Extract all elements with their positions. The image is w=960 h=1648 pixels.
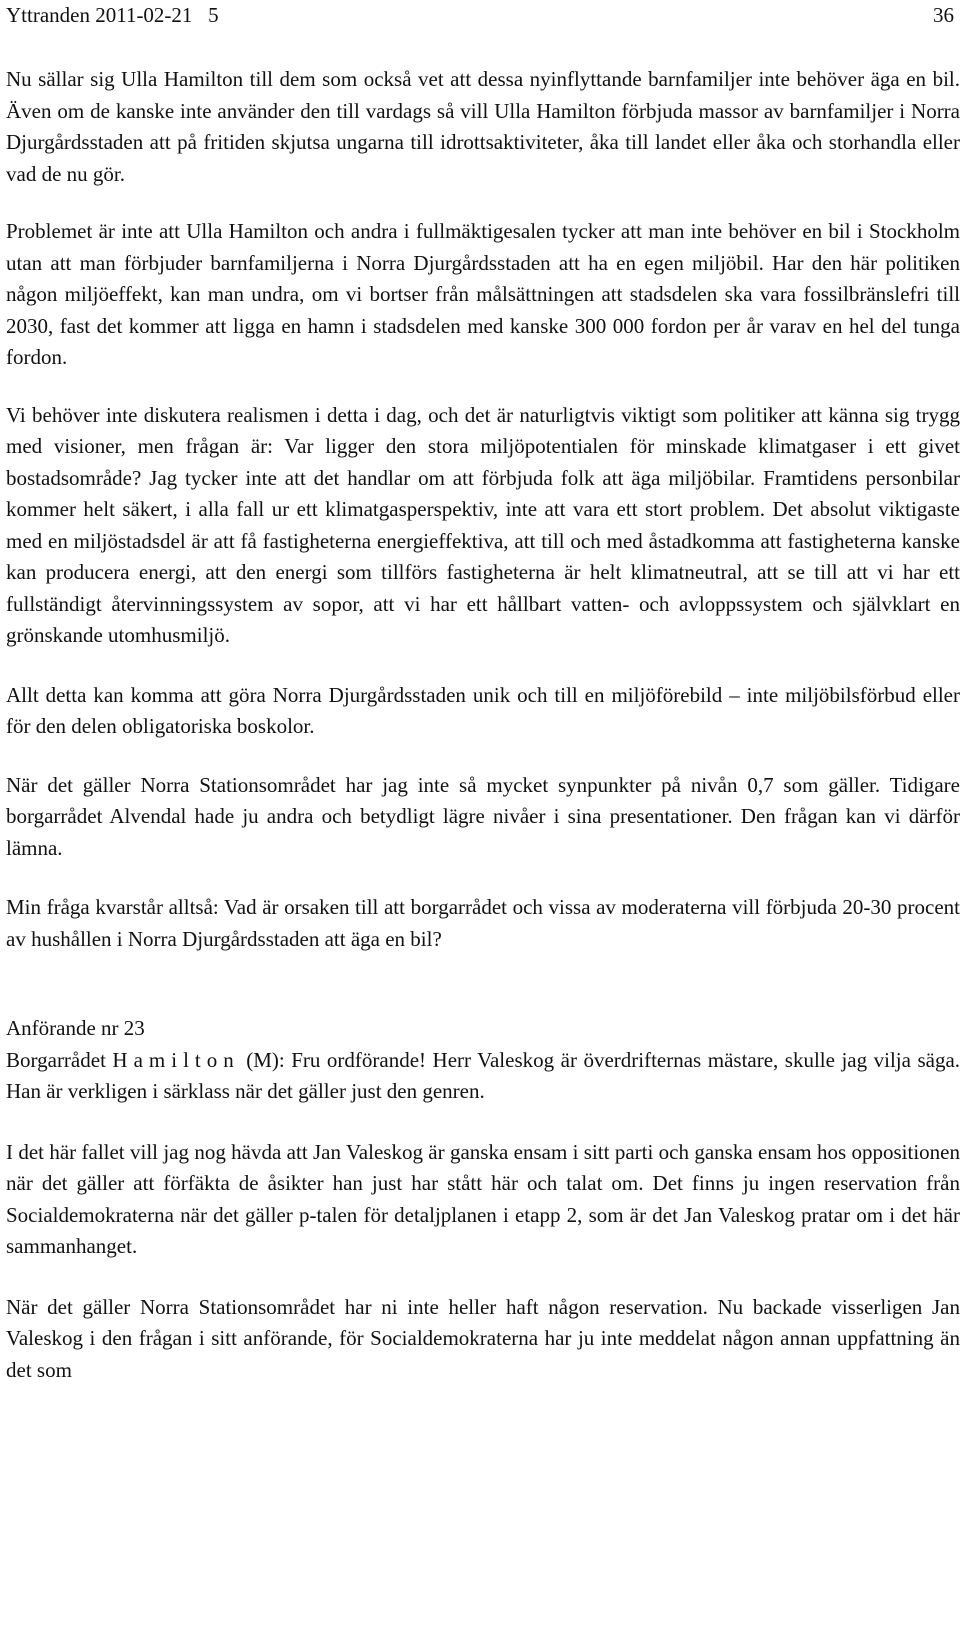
paragraph-5: När det gäller Norra Stationsområdet har jag inte så mycket synpunkter på nivån 0,7 som gäller. Tidigare borgarrådet Alvendal hade ju andra och betydligt lägre nivåer i sina presentationer. Den frågan kan vi därför lämna. [6, 772, 960, 860]
paragraph-8: I det här fallet vill jag nog hävda att Jan Valeskog är ganska ensam i sitt parti och ganska ensam hos oppositionen när det gäller att förfäkta de åsikter han just har stått här och talat om. Det finns ju ingen reservation från Socialdemokraterna när det gäller p-talen för detaljplanen i etapp 2, som är det Jan Valeskog pratar om i det här sammanhanget. [6, 1139, 960, 1258]
speech-text: (M): Fru ordförande! Herr Valeskog är överdrifternas mästare, skulle jag vilja säga. Han är verkligen i särklass när det gäller just den genren. [6, 1047, 960, 1103]
speech-opening [6, 1045, 960, 1108]
speaker-name: Hamilton [112, 1047, 240, 1072]
paragraph-9: När det gäller Norra Stationsområdet har ni inte heller haft någon reservation. Nu backade visserligen Jan Valeskog i den frågan i sitt anförande, för Socialdemokraterna har ju inte meddelat någon annan uppfattning än det som [6, 1294, 960, 1382]
speaker-title: Borgarrådet [6, 1047, 113, 1072]
page-header [6, 0, 960, 36]
paragraph-2: Problemet är inte att Ulla Hamilton och andra i fullmäktigesalen tycker att man inte behöver en bil i Stockholm utan att man förbjuder barnfamiljerna i Norra Djurgårdsstaden att ha en egen miljöbil. Har den här politiken någon miljöeffekt, kan man undra, om vi bortser från målsättningen att stadsdelen ska vara fossilbränslefri till 2030, fast det kommer att ligga en hamn i stadsdelen med kanske 300 000 fordon per år varav en hel del tunga fordon. [6, 219, 960, 369]
header-date-section: Yttranden 2011-02-21 5 [6, 3, 219, 27]
page-number: 36 [933, 3, 954, 27]
document-page [6, 0, 960, 1386]
paragraph-6: Min fråga kvarstår alltså: Vad är orsaken till att borgarrådet och vissa av moderaterna vill förbjuda 20-30 procent av hushållen i Norra Djurgårdsstaden att äga en bil? [6, 895, 960, 951]
paragraph-1: Nu sällar sig Ulla Hamilton till dem som också vet att dessa nyinflyttande barnfamiljer inte behöver äga en bil. Även om de kanske inte använder den till vardags så vill Ulla Hamilton förbjuda massor av barnfamiljer i Norra Djurgårdsstaden att på fritiden skjutsa ungarna till idrottsaktiviteter, åka till landet eller åka och storhandla eller vad de nu gör. [6, 67, 960, 186]
speech-block [6, 1013, 960, 1108]
paragraph-4: Allt detta kan komma att göra Norra Djurgårdsstaden unik och till en miljöförebild – inte miljöbilsförbud eller för den delen obligatoriska boskolor. [6, 682, 960, 738]
speech-heading: Anförande nr 23 [6, 1016, 145, 1040]
paragraph-3: Vi behöver inte diskutera realismen i detta i dag, och det är naturligtvis viktigt som politiker att känna sig trygg med visioner, men frågan är: Var ligger den stora miljöpotentialen för minskade klimatgaser i ett givet bostadsområde? Jag tycker inte att det handlar om att förbjuda folk att äga miljöbilar. Framtidens personbilar kommer helt säkert, i alla fall ur ett klimatgasperspektiv, inte att vara ett stort problem. Det absolut viktigaste med en miljöstadsdel är att få fastigheterna energieffektiva, att till och med åstadkomma att fastigheterna kanske kan producera energi, att den energi som tillförs fastigheterna är helt klimatneutral, att se till att vi har ett fullständigt återvinningssystem av sopor, att vi har ett hållbart vatten- och avloppssystem och självklart en grönskande utomhusmiljö. [6, 402, 960, 647]
